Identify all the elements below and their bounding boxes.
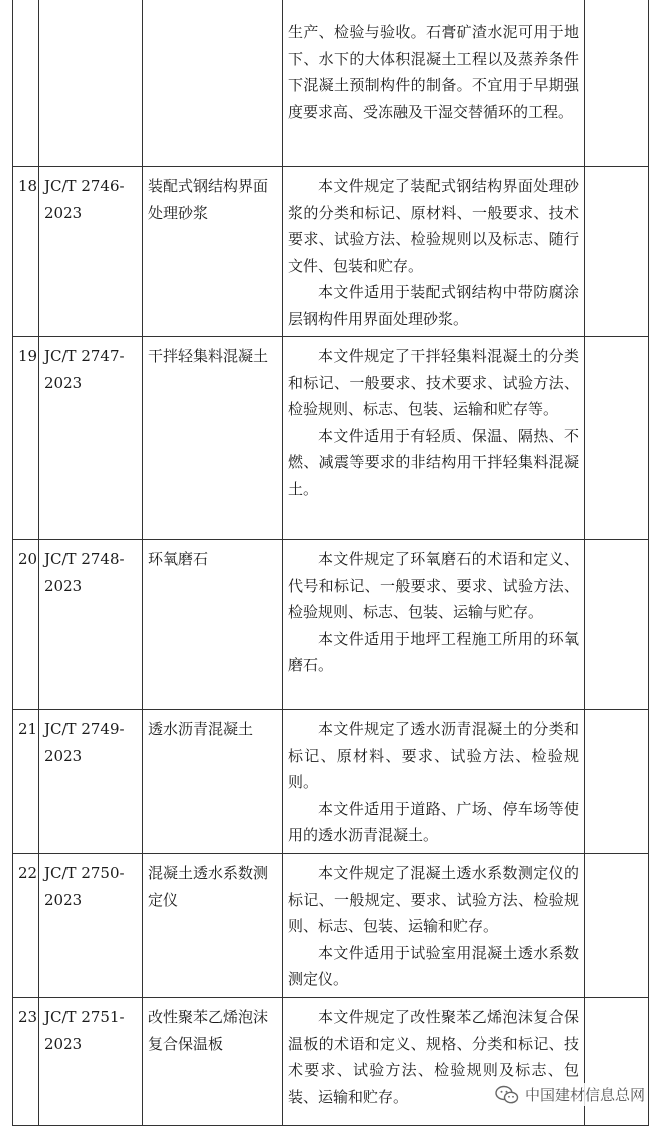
- standard-name: 干拌轻集料混凝土: [143, 337, 283, 540]
- row-number: 21: [13, 710, 39, 854]
- standard-name: 环氧磨石: [143, 540, 283, 710]
- wechat-icon: [495, 1085, 519, 1105]
- table-row: [13, 710, 649, 854]
- row-number: [13, 0, 39, 167]
- remarks-cell: [585, 854, 649, 998]
- standard-code: JC/T 2751-2023: [39, 998, 143, 1126]
- standard-name: 透水沥青混凝土: [143, 710, 283, 854]
- description-paragraph: 本文件规定了环氧磨石的术语和定义、代号和标记、一般要求、要求、试验方法、检验规则、标志、包装、运输与贮存。: [288, 550, 579, 621]
- row-number: 18: [13, 167, 39, 337]
- remarks-cell: [585, 710, 649, 854]
- standard-name: 装配式钢结构界面处理砂浆: [143, 167, 283, 337]
- remarks-cell: [585, 337, 649, 540]
- table-row: [13, 998, 649, 1126]
- row-number: 20: [13, 540, 39, 710]
- standard-code: JC/T 2748-2023: [39, 540, 143, 710]
- row-number: 22: [13, 854, 39, 998]
- standard-description: [283, 710, 585, 854]
- remarks-cell: [585, 540, 649, 710]
- standard-description: [283, 167, 585, 337]
- table-row: [13, 540, 649, 710]
- description-paragraph: 本文件规定了混凝土透水系数测定仪的标记、一般规定、要求、试验方法、检验规则、标志、包装、运输和贮存。: [288, 864, 579, 935]
- table-row: [13, 337, 649, 540]
- standard-code: JC/T 2747-2023: [39, 337, 143, 540]
- watermark: [492, 1083, 648, 1106]
- table-row: [13, 854, 649, 998]
- description-paragraph: 本文件规定了改性聚苯乙烯泡沫复合保温板的术语和定义、规格、分类和标记、技术要求、试验方法、检验规则及标志、包装、运输和贮存。: [288, 1008, 579, 1106]
- standard-code: [39, 0, 143, 167]
- standard-name: 改性聚苯乙烯泡沫复合保温板: [143, 998, 283, 1126]
- remarks-cell: [585, 998, 649, 1126]
- description-paragraph: 本文件适用于有轻质、保温、隔热、不燃、减震等要求的非结构用干拌轻集料混凝土。: [288, 426, 579, 498]
- standard-description: [283, 540, 585, 710]
- description-paragraph: 本文件适用于试验室用混凝土透水系数测定仪。: [288, 943, 579, 988]
- standard-description: [283, 998, 585, 1126]
- description-paragraph: 本文件规定了装配式钢结构界面处理砂浆的分类和标记、原材料、一般要求、技术要求、试验方法、检验规则以及标志、随行文件、包装和贮存。: [288, 177, 579, 275]
- description-paragraph: 本文件适用于道路、广场、停车场等使用的透水沥青混凝土。: [288, 799, 579, 844]
- description-paragraph: 本文件适用于地坪工程施工所用的环氧磨石。: [288, 629, 579, 674]
- description-paragraph: 本文件规定了透水沥青混凝土的分类和标记、原材料、要求、试验方法、检验规则。: [288, 720, 579, 791]
- standard-description: [283, 854, 585, 998]
- remarks-cell: [585, 167, 649, 337]
- description-paragraph: 生产、检验与验收。石膏矿渣水泥可用于地下、水下的大体积混凝土工程以及蒸养条件下混凝土预制构件的制备。不宜用于早期强度要求高、受冻融及干湿交替循环的工程。: [288, 23, 579, 121]
- standard-description: [283, 0, 585, 167]
- description-paragraph: 本文件适用于装配式钢结构中带防腐涂层钢构件用界面处理砂浆。: [288, 283, 579, 328]
- row-number: 23: [13, 998, 39, 1126]
- standard-code: JC/T 2749-2023: [39, 710, 143, 854]
- table-row: [13, 0, 649, 167]
- standard-name: [143, 0, 283, 167]
- row-number: 19: [13, 337, 39, 540]
- standard-code: JC/T 2750-2023: [39, 854, 143, 998]
- table-row: [13, 167, 649, 337]
- standard-name: 混凝土透水系数测定仪: [143, 854, 283, 998]
- description-paragraph: 本文件规定了干拌轻集料混凝土的分类和标记、一般要求、技术要求、试验方法、检验规则、标志、包装、运输和贮存等。: [288, 347, 579, 418]
- remarks-cell: [585, 0, 649, 167]
- standard-code: JC/T 2746-2023: [39, 167, 143, 337]
- watermark-text: 中国建材信息总网: [524, 1086, 645, 1104]
- standards-table: [12, 0, 649, 1126]
- standard-description: [283, 337, 585, 540]
